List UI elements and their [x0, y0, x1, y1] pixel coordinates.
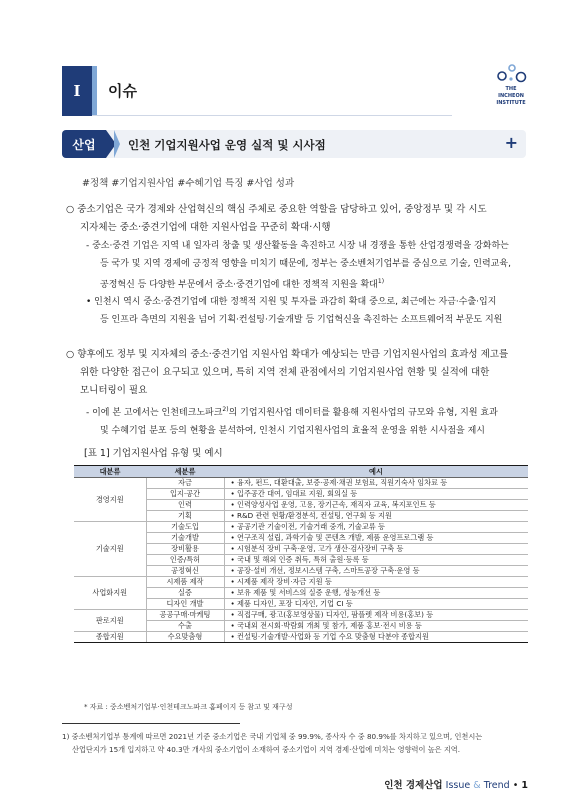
- table-row: [74, 478, 528, 489]
- plus-icon: +: [504, 133, 518, 152]
- section-divider: [92, 115, 452, 116]
- table-cell-minor: 입지·공간: [146, 489, 224, 500]
- section-header: [62, 66, 532, 116]
- paragraph-5-line-2: 및 수혜기업 분포 등의 현황을 분석하여, 인천시 기업지원사업의 효율적 운영을 위한 시사점을 제시: [100, 426, 485, 436]
- paragraph-1: [66, 201, 528, 237]
- table-cell-major: 종합지원: [74, 632, 146, 643]
- table-cell-example: • 시험분석 장비 구축·운영, 고가 생산·검사장비 구축 등: [224, 544, 528, 555]
- table-cell-minor: 장비활용: [146, 544, 224, 555]
- table-row: [74, 632, 528, 643]
- footnote-divider: [62, 723, 240, 724]
- table-cell-minor: 자금: [146, 478, 224, 489]
- table-cell-minor: 시제품 제작: [146, 577, 224, 588]
- paragraph-1-line-1: ○ 중소기업은 국가 경제와 산업혁신의 핵심 주체로 중요한 역할을 담당하고 있어, 중앙정부 및 각 시도: [66, 204, 487, 215]
- table-source-note: * 자료 : 중소벤처기업부·인천테크노파크 홈페이지 등 참고 및 재구성: [84, 703, 293, 711]
- table-body: [74, 478, 528, 643]
- footnote-line-1: 1) 중소벤처기업부 통계에 따르면 2021년 기준 중소기업은 국내 기업체 중 99.9%, 종사자 수 중 80.9%를 차지하고 있으며, 인천시는: [62, 732, 483, 741]
- table-header-example: 예시: [224, 466, 528, 478]
- table-cell-example: • 직접구매, 광고(홍보영상물) 디자인, 팜플렛 제작 비용(홍보) 등: [224, 610, 528, 621]
- topic-arrow-accent-icon: [114, 130, 120, 158]
- logo-text-incheon: INCHEON: [498, 93, 524, 99]
- table-cell-minor: 공공구매·마케팅: [146, 610, 224, 621]
- page-footer: [384, 777, 528, 791]
- footer-trend: Trend: [483, 780, 510, 791]
- paragraph-4-line-3: 모니터링이 필요: [80, 385, 148, 396]
- table-cell-minor: 기술도입: [146, 522, 224, 533]
- paragraph-4-line-1: ○ 향후에도 정부 및 지자체의 중소·중견기업 지원사업 확대가 예상되는 만큼 기업지원사업의 효과성 제고를: [66, 349, 509, 360]
- footnote-line-2: 산업단지가 15개 입지하고 약 40.3만 개사의 중소기업이 소재하여 중소기업이 지역 경제·산업에 미치는 영향력이 높은 지역.: [72, 745, 461, 754]
- section-number: I: [62, 66, 92, 116]
- table-cell-major: 판로지원: [74, 610, 146, 632]
- table-cell-example: • R&D 관련 현황/환경분석, 컨설팅, 연구회 등 지원: [224, 511, 528, 522]
- institute-logo: [488, 62, 534, 116]
- table-cell-example: • 시제품 제작 장비·자금 지원 등: [224, 577, 528, 588]
- section-number-accent: [92, 66, 97, 116]
- institute-logo-icon: [494, 62, 528, 84]
- paragraph-2: [86, 237, 528, 294]
- table-cell-minor: 기술개발: [146, 533, 224, 544]
- table-row: [74, 610, 528, 621]
- paragraph-3: [86, 293, 528, 329]
- table-cell-minor: 수출: [146, 621, 224, 632]
- topic-title: 인천 기업지원사업 운영 실적 및 시사점: [128, 138, 326, 152]
- table-cell-example: • 연구조직 설립, 과학기술 및 콘텐츠 개발, 제품 운영프로그램 등: [224, 533, 528, 544]
- paragraph-2-line-3: 공정혁신 등 다양한 부문에서 중소·중견기업에 대한 정책적 지원을 확대$^{1)}$: [100, 278, 385, 290]
- paragraph-3-line-1: • 인천시 역시 중소·중견기업에 대한 정책적 지원 및 투자를 과감히 확대 중으로, 최근에는 자금·수출·입지: [86, 297, 497, 307]
- table-cell-example: • 컨설팅·기술개발·사업화 등 기업 수요 맞춤형 다분야 종합지원: [224, 632, 528, 643]
- table-row: [74, 577, 528, 588]
- paragraph-5-line-1: - 이에 본 고에서는 인천테크노파크$^{2)}$의 기업지원사업 데이터를 활용해 지원사업의 규모와 유형, 지원 효과: [86, 406, 498, 418]
- footnote-ref-2[interactable]: 2): [222, 406, 229, 413]
- topic-bar: [62, 130, 526, 158]
- footer-amp: &: [473, 780, 481, 791]
- table-cell-example: • 국내 및 해외 인증 취득, 특허 출원·등록 등: [224, 555, 528, 566]
- table-row: [74, 522, 528, 533]
- table-header-row: [74, 466, 528, 478]
- table-header-major: 대분류: [74, 466, 146, 478]
- table-cell-major: 기술지원: [74, 522, 146, 577]
- table-cell-minor: 공정혁신: [146, 566, 224, 577]
- table-cell-minor: 기획: [146, 511, 224, 522]
- paragraph-2-line-1: - 중소·중견 기업은 지역 내 일자리 창출 및 생산활동을 촉진하고 시장 내 경쟁을 통한 산업경쟁력을 강화하는: [86, 241, 509, 251]
- table-cell-example: • 국내외 전시회·박람회 개최 및 참가, 제품 홍보·전시 비용 등: [224, 621, 528, 632]
- paragraph-4-line-2: 위한 다양한 접근이 요구되고 있으며, 특히 지역 전체 관점에서의 기업지원사업 현황 및 실적에 대한: [80, 367, 490, 378]
- hashtags: #정책 #기업지원사업 #수혜기업 특징 #사업 성과: [82, 178, 295, 189]
- table-cell-example: • 인력양성사업 운영, 고용, 장기근속, 재직자 교육, 복지포인트 등: [224, 500, 528, 511]
- table-cell-example: • 제품 디자인, 포장 디자인, 기업 CI 등: [224, 599, 528, 610]
- table-cell-minor: 인증/특허: [146, 555, 224, 566]
- footnote: [62, 730, 528, 756]
- table-cell-minor: 수요맞춤형: [146, 632, 224, 643]
- table-cell-example: • 공공기관 기술이전, 기술거래 중개, 기술교류 등: [224, 522, 528, 533]
- table-cell-minor: 실증: [146, 588, 224, 599]
- paragraph-4: [66, 346, 528, 400]
- paragraph-2-line-2: 등 국가 및 지역 경제에 긍정적 영향을 미치기 때문에, 정부는 중소벤처기업부를 중심으로 기술, 인력교육,: [100, 259, 511, 269]
- table-cell-major: 경영지원: [74, 478, 146, 522]
- paragraph-5: [86, 401, 528, 440]
- topic-badge: 산업: [62, 130, 106, 158]
- table-cell-example: • 공장·설비 개선, 정보시스템 구축, 스마트공장 구축·운영 등: [224, 566, 528, 577]
- footer-bullet: •: [512, 780, 519, 791]
- page-number: 1: [521, 780, 528, 791]
- footer-issue: Issue: [445, 780, 471, 791]
- support-types-table: [74, 465, 528, 643]
- footer-brand: 인천 경제산업: [384, 780, 443, 791]
- table-cell-major: 사업화지원: [74, 577, 146, 610]
- table-header-minor: 세분류: [146, 466, 224, 478]
- table-cell-example: • 융자, 펀드, 대환대출, 보증·공제·채권 보험료, 직원기숙사 임차료 등: [224, 478, 528, 489]
- table-cell-example: • 보유 제품 및 서비스의 실증 운행, 성능개선 등: [224, 588, 528, 599]
- logo-text-institute: INSTITUTE: [496, 100, 526, 106]
- table-cell-minor: 인력: [146, 500, 224, 511]
- paragraph-3-line-2: 등 인프라 측면의 지원을 넘어 기획·컨설팅·기술개발 등 기업혁신을 촉진하는 소프트웨어적 부문도 지원: [100, 315, 503, 325]
- paragraph-1-line-2: 지자체는 중소·중견기업에 대한 지원사업을 꾸준히 확대·시행: [80, 222, 331, 233]
- table-cell-minor: 디자인 개발: [146, 599, 224, 610]
- table-title: [표 1] 기업지원사업 유형 및 예시: [84, 448, 223, 459]
- footnote-ref-1[interactable]: 1): [377, 278, 385, 285]
- table-cell-example: • 입주공간 대여, 임대료 지원, 회의실 등: [224, 489, 528, 500]
- logo-text-the: THE: [505, 86, 517, 92]
- section-title: 이슈: [108, 82, 137, 100]
